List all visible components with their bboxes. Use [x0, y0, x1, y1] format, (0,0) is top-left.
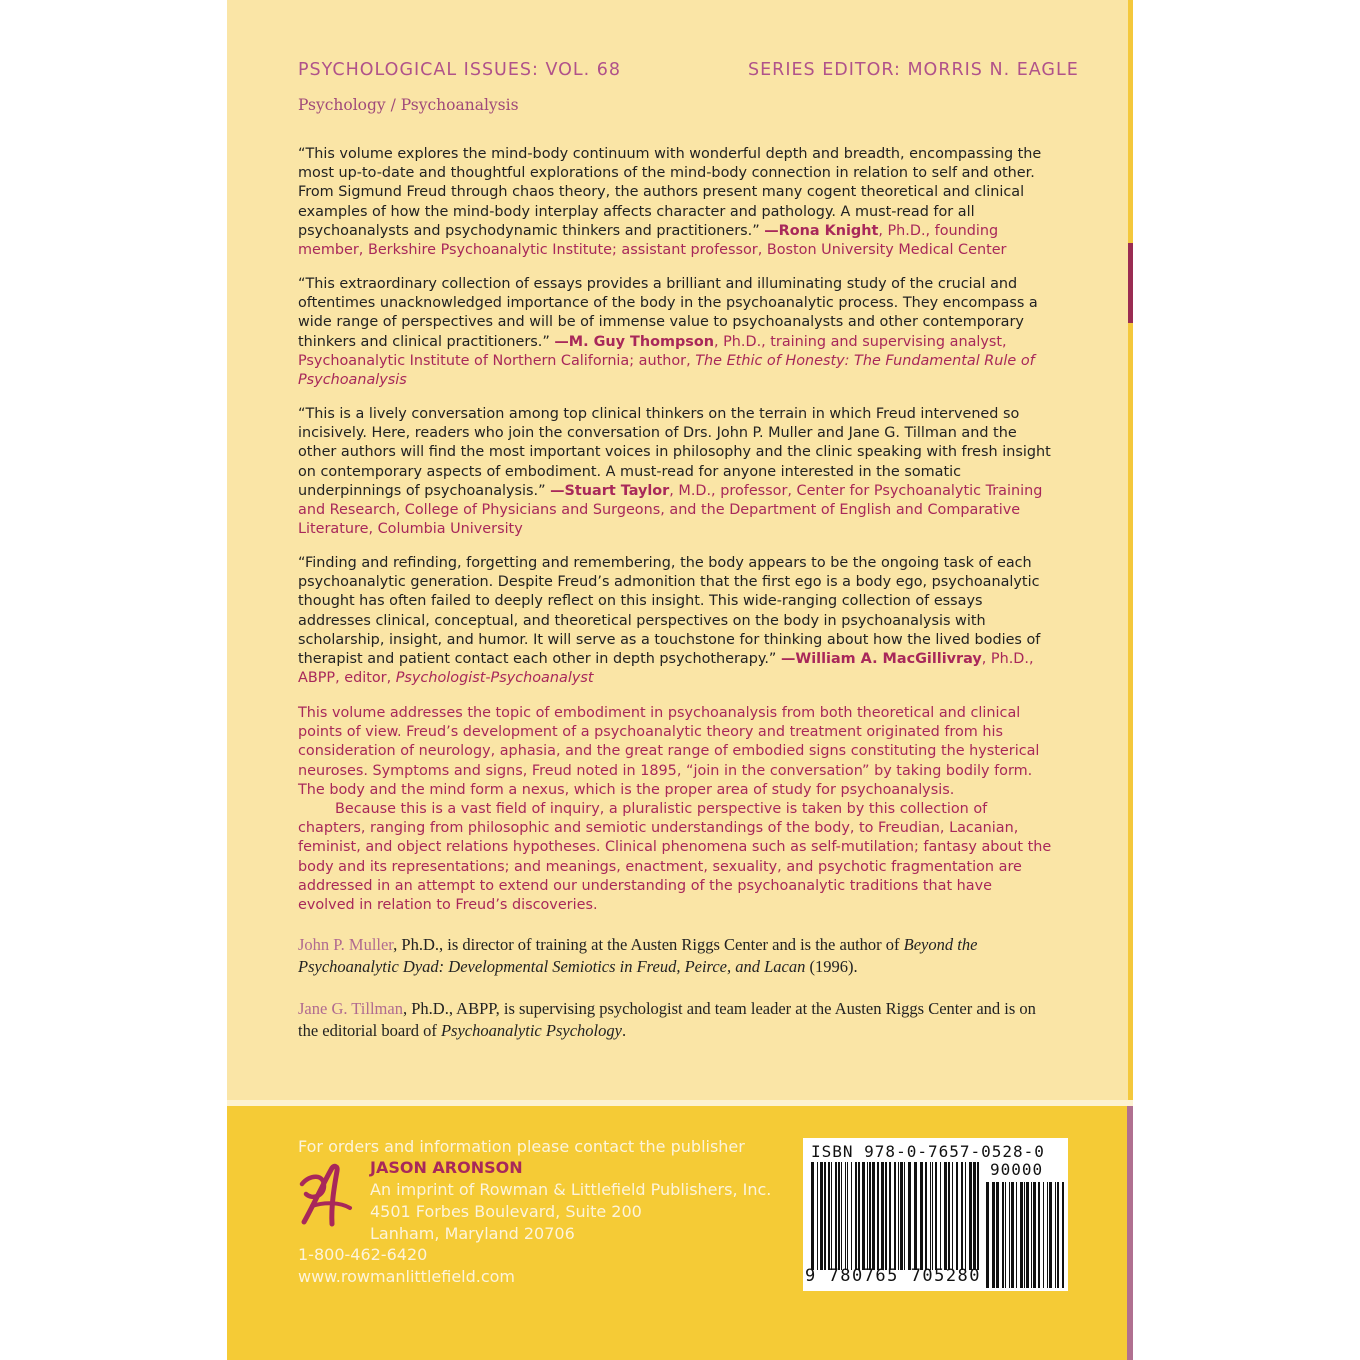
barcode-bar: [1031, 1182, 1032, 1288]
editor-journal-title: Psychoanalytic Psychology: [440, 1021, 622, 1040]
barcode-bar: [961, 1162, 963, 1270]
book-category: Psychology / Psychoanalysis: [298, 96, 519, 114]
barcode-bar: [1016, 1182, 1017, 1288]
ean-digits: 9 780765 705280: [805, 1266, 982, 1286]
barcode-bar: [996, 1182, 999, 1288]
barcode-bar: [872, 1162, 875, 1270]
barcode-bar: [824, 1162, 826, 1270]
barcode-bar: [1038, 1182, 1040, 1288]
editor-bio-text: , Ph.D., is director of training at the Austen Riggs Center and is the author of: [393, 935, 904, 954]
barcode-bar: [1047, 1182, 1048, 1288]
barcode-bar: [977, 1162, 979, 1270]
barcode-bar: [925, 1162, 927, 1270]
barcode-bar: [898, 1162, 899, 1270]
barcode-bar: [935, 1162, 937, 1270]
spine-edge: [1128, 0, 1133, 1100]
barcode-bar: [932, 1162, 933, 1270]
barcode-bar: [817, 1162, 818, 1270]
barcode-bar: [881, 1162, 884, 1270]
series-editor: SERIES EDITOR: MORRIS N. EAGLE: [748, 60, 1079, 80]
barcode-bar: [889, 1162, 891, 1270]
barcode-bar: [851, 1162, 852, 1270]
editor-bio: [298, 934, 1058, 978]
quote-credentials: , Ph.D., founding member, Berkshire Psychoanalytic Institute; assistant professor, Boston University Medical Center: [298, 222, 1007, 259]
editor-name: Jane G. Tillman: [298, 999, 403, 1018]
barcode-bar: [1049, 1182, 1052, 1288]
barcode-bar: [835, 1162, 837, 1270]
barcode-bar: [858, 1162, 860, 1270]
quote-attribution: —William A. MacGillivray: [780, 651, 982, 668]
publisher-website: www.rowmanlittlefield.com: [298, 1267, 516, 1286]
barcode-bar: [1009, 1182, 1010, 1288]
barcode-bar: [1005, 1182, 1006, 1288]
quote-work-title: The Ethic of Honesty: The Fundamental Rule of Psychoanalysis: [298, 352, 1035, 389]
editor-bio-suffix: .: [621, 1021, 627, 1040]
quote-work-title: Psychologist-Psychoanalyst: [395, 670, 594, 687]
quote-credentials: , M.D., professor, Center for Psychoanalytic Training and Research, College of Physicians and Surgeons, and the Department of English and Comparative Literature, Columbia University: [298, 482, 1043, 538]
barcode-bar: [869, 1162, 871, 1270]
barcode-bar: [948, 1162, 950, 1270]
barcode-bar: [914, 1162, 917, 1270]
band-spine-edge: [1127, 1106, 1133, 1360]
quote-attribution: —Stuart Taylor: [550, 482, 670, 499]
barcode-bar: [831, 1162, 832, 1270]
endorsement-quote: [298, 275, 1053, 390]
barcode-bar: [930, 1162, 931, 1270]
barcode-bar: [1024, 1182, 1025, 1288]
barcode-bar: [956, 1162, 958, 1270]
endorsement-quote: [298, 405, 1053, 539]
publisher-imprint: An imprint of Rowman & Littlefield Publishers, Inc.: [370, 1180, 772, 1199]
barcode-bar: [828, 1162, 830, 1270]
barcode-bar: [847, 1162, 848, 1270]
quote-attribution: —M. Guy Thompson: [554, 333, 714, 350]
price-code: 90000: [990, 1160, 1044, 1179]
publisher-name: JASON ARONSON: [370, 1158, 523, 1177]
barcode-bar: [900, 1162, 903, 1270]
barcode-bar: [969, 1162, 972, 1270]
barcode-bar: [1043, 1182, 1044, 1288]
quote-text: “Finding and refinding, forgetting and remembering, the body appears to be the ongoing task of each psychoanalytic generation. Despite Freud’s admonition that the first ego is a body ego, psychoanalytic thought has often failed to deeply reflect on this insight. This wide-ranging collection of essays addresses clinical, conceptual, and theoretical perspectives on the body in psychoanalysis with scholarship, insight, and humor. It will serve as a touchstone for thinking about how the lived bodies of therapist and patient contact each other in depth psychotherapy.”: [298, 555, 1041, 668]
quote-text: “This is a lively conversation among top clinical thinkers on the terrain in which Freud intervened so incisively. Here, readers who join the conversation of Drs. John P. Muller and Jane G. Tillman and the other authors will find the most important voices in philosophy and the clinic speaking with fresh insight on contemporary aspects of embodiment. A must-read for anyone interested in the somatic underpinnings of psychoanalysis.”: [298, 406, 1051, 499]
barcode-bar: [877, 1162, 879, 1270]
barcode-bar: [811, 1162, 814, 1270]
endorsement-quote: [298, 554, 1053, 688]
editor-bio: [298, 998, 1058, 1042]
barcode: [803, 1138, 1068, 1291]
editor-name: John P. Muller: [298, 935, 394, 954]
barcode-bar: [908, 1162, 911, 1270]
quote-text: “This extraordinary collection of essays provides a brilliant and illuminating study of the crucial and oftentimes unacknowledged importance of the body in the psychoanalytic process. They encompass a wide range of perspectives and will be of immense value to psychoanalysts and other contemporary thinkers and clinical practitioners.”: [298, 276, 1038, 350]
barcode-bar: [1002, 1182, 1004, 1288]
editor-bio-text: , Ph.D., ABPP, is supervising psychologist and team leader at the Austen Riggs Center and is on the editorial board of: [298, 999, 1036, 1040]
barcode-bar: [944, 1162, 947, 1270]
series-title: PSYCHOLOGICAL ISSUES: VOL. 68: [298, 60, 622, 80]
barcode-bar: [1062, 1182, 1064, 1288]
quote-attribution: —Rona Knight: [764, 222, 879, 239]
publisher-phone: 1-800-462-6420: [298, 1245, 428, 1264]
publisher-city: Lanham, Maryland 20706: [370, 1224, 575, 1243]
barcode-bar: [992, 1182, 995, 1288]
barcode-bar: [904, 1162, 905, 1270]
spine-accent-mark: [1128, 243, 1133, 323]
quote-credentials: , Ph.D., ABPP, editor,: [298, 651, 1034, 687]
editor-book-title: Beyond the Psychoanalytic Dyad: Developmental Semiotics in Freud, Peirce, and Lacan: [298, 935, 978, 976]
barcode-bar: [973, 1162, 976, 1270]
publisher-street: 4501 Forbes Boulevard, Suite 200: [370, 1202, 642, 1221]
barcode-bar: [820, 1162, 823, 1270]
editor-bio-suffix: (1996).: [805, 957, 858, 976]
barcode-bar: [838, 1162, 840, 1270]
orders-line: For orders and information please contact the publisher: [298, 1137, 745, 1156]
barcode-bar: [1020, 1182, 1023, 1288]
barcode-bar: [1026, 1182, 1029, 1288]
barcode-bar: [952, 1162, 953, 1270]
barcode-bars-icon: [811, 1162, 981, 1270]
barcode-bar: [986, 1182, 989, 1288]
barcode-bar: [855, 1162, 857, 1270]
barcode-bar: [867, 1162, 868, 1270]
quote-text: “This volume explores the mind-body continuum with wonderful depth and breadth, encompassing the most up-to-date and thoughtful explorations of the mind-body connection in relation to self and other. From Sigmund Freud through chaos theory, the authors present many cogent theoretical and clinical examples of how the mind-body interplay affects character and pathology. A must-read for all psychoanalysts and psychodynamic thinkers and practitioners.”: [298, 146, 1042, 239]
barcode-bar: [940, 1162, 941, 1270]
quote-credentials: , Ph.D., training and supervising analyst, Psychoanalytic Institute of Northern California; author,: [298, 333, 1007, 369]
barcode-bar: [841, 1162, 842, 1270]
jason-aronson-logo-icon: [298, 1162, 354, 1232]
barcode-bar: [1055, 1182, 1056, 1288]
barcode-bar: [862, 1162, 865, 1270]
description-paragraph: Because this is a vast field of inquiry, a pluralistic perspective is taken by this collection of chapters, ranging from philosophic and semiotic understandings of the body, to Freudian, Lacanian, feminist, and object relations hypotheses. Clinical phenomena such as self-mutilation; fantasy about the body and its representations; and meanings, enactment, sexuality, and psychotic fragmentation are addressed in an attempt to extend our understanding of the psychoanalytic traditions that have evolved in relation to Freud’s discoveries.: [298, 801, 1052, 914]
barcode-bar: [885, 1162, 887, 1270]
description-paragraph: This volume addresses the topic of embodiment in psychoanalysis from both theoretical and clinical points of view. Freud’s development of a psychoanalytic theory and treatment originated from his consideration of neurology, aphasia, and the great range of embodied signs constituting the hysterical neuroses. Symptoms and signs, Freud noted in 1895, “join in the conversation” by taking bodily form. The body and the mind form a nexus, which is the proper area of study for psychoanalysis.: [298, 705, 1040, 798]
barcode-bar: [894, 1162, 896, 1270]
barcode-bar: [1011, 1182, 1014, 1288]
isbn-label: ISBN 978-0-7657-0528-0: [811, 1142, 1045, 1161]
barcode-bar: [1057, 1182, 1059, 1288]
barcode-bar: [845, 1162, 846, 1270]
barcode-bar: [965, 1162, 966, 1270]
book-description: [298, 704, 1053, 915]
endorsement-quote: [298, 145, 1053, 260]
barcode-bar: [920, 1162, 923, 1270]
barcode-bar: [1033, 1182, 1036, 1288]
addon-barcode-bars-icon: [986, 1182, 1064, 1288]
